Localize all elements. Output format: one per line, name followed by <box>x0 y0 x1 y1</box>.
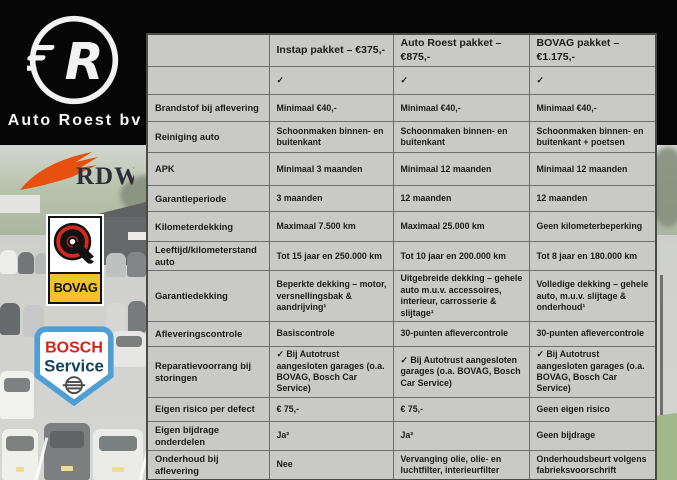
svg-text:RDW: RDW <box>76 163 134 190</box>
cell: Ja² <box>269 421 393 450</box>
cell: Geen bijdrage <box>529 421 656 450</box>
cell: Tot 10 jaar en 200.000 km <box>393 242 529 271</box>
bosch-service-logo <box>34 326 114 406</box>
svg-text:R: R <box>64 31 104 91</box>
included-check: ✓ <box>269 67 393 95</box>
table-row <box>147 186 656 212</box>
cell: Vervanging olie, olie- en luchtfilter, interieurfilter <box>393 450 529 480</box>
row-label: Reiniging auto <box>147 122 269 153</box>
cell: ✓ Bij Autotrust aangesloten garages (o.a. BOVAG, Bosch Car Service) <box>529 347 656 398</box>
table-row <box>147 322 656 347</box>
package-header-autoroest: Auto Roest pakket – €875,- <box>393 34 529 67</box>
cell: Minimaal 3 maanden <box>269 153 393 186</box>
bovag-wordmark: BOVAG <box>50 272 100 302</box>
cell: Tot 8 jaar en 180.000 km <box>529 242 656 271</box>
corner-cell <box>147 34 269 67</box>
bovag-logo <box>46 214 104 306</box>
table-row <box>147 67 656 95</box>
cell: Maximaal 7.500 km <box>269 212 393 242</box>
rdw-logo <box>16 146 134 198</box>
table-row <box>147 450 656 480</box>
table-row <box>147 212 656 242</box>
company-name: Auto Roest bv <box>7 112 143 129</box>
table-row <box>147 95 656 122</box>
row-label: APK <box>147 153 269 186</box>
cell: Schoonmaken binnen- en buitenkant + poetsen <box>529 122 656 153</box>
table-row <box>147 271 656 322</box>
cell: Minimaal €40,- <box>393 95 529 122</box>
cell: Maximaal 25.000 km <box>393 212 529 242</box>
table-row <box>147 122 656 153</box>
included-check: ✓ <box>529 67 656 95</box>
table-row <box>147 397 656 421</box>
package-header-bovag: BOVAG pakket – €1.175,- <box>529 34 656 67</box>
cell: Minimaal €40,- <box>269 95 393 122</box>
cell: Tot 15 jaar en 250.000 km <box>269 242 393 271</box>
cell: € 75,- <box>269 397 393 421</box>
cell: 12 maanden <box>393 186 529 212</box>
table-row <box>147 242 656 271</box>
cell: 30-punten aflevercontrole <box>393 322 529 347</box>
cell: Basiscontrole <box>269 322 393 347</box>
cell: 12 maanden <box>529 186 656 212</box>
cell: Schoonmaken binnen- en buitenkant <box>269 122 393 153</box>
package-header-instap: Instap pakket – €375,- <box>269 34 393 67</box>
cell: ✓ Bij Autotrust aangesloten garages (o.a. BOVAG, Bosch Car Service) <box>269 347 393 398</box>
cell: Beperkte dekking – motor, versnellingsbak & aandrijving¹ <box>269 271 393 322</box>
cell: Onderhoudsbeurt volgens fabrieksvoorschrift <box>529 450 656 480</box>
cell: Nee <box>269 450 393 480</box>
cell: Minimaal 12 maanden <box>393 153 529 186</box>
cell: 3 maanden <box>269 186 393 212</box>
row-label <box>147 67 269 95</box>
cell: 30-punten aflevercontrole <box>529 322 656 347</box>
cell: Minimaal €40,- <box>529 95 656 122</box>
table-row <box>147 153 656 186</box>
row-label: Eigen bijdrage onderdelen <box>147 421 269 450</box>
row-label: Reparatievoorrang bij storingen <box>147 347 269 398</box>
cell: Geen eigen risico <box>529 397 656 421</box>
autoroest-logo <box>27 13 121 107</box>
rdw-logo-icon <box>16 146 134 198</box>
table-header-row <box>147 34 656 67</box>
cell: Geen kilometerbeperking <box>529 212 656 242</box>
row-label: Kilometerdekking <box>147 212 269 242</box>
row-label: Garantiedekking <box>147 271 269 322</box>
cell: Volledige dekking – gehele auto, m.u.v. slijtage & onderhoud¹ <box>529 271 656 322</box>
cell: Schoonmaken binnen- en buitenkant <box>393 122 529 153</box>
table-row <box>147 421 656 450</box>
cell: ✓ Bij Autotrust aangesloten garages (o.a. BOVAG, Bosch Car Service) <box>393 347 529 398</box>
included-check: ✓ <box>393 67 529 95</box>
cell: € 75,- <box>393 397 529 421</box>
bosch-shield-icon <box>34 326 114 406</box>
row-label: Leeftijd/kilometerstand auto <box>147 242 269 271</box>
row-label: Afleveringscontrole <box>147 322 269 347</box>
svg-text:Service: Service <box>44 356 104 376</box>
package-comparison-table <box>146 33 657 480</box>
cell: Ja² <box>393 421 529 450</box>
row-label: Eigen risico per defect <box>147 397 269 421</box>
row-label: Brandstof bij aflevering <box>147 95 269 122</box>
bovag-emblem-icon <box>50 218 100 272</box>
autoroest-logo-icon <box>27 13 121 107</box>
cell: Minimaal 12 maanden <box>529 153 656 186</box>
row-label: Garantieperiode <box>147 186 269 212</box>
cell: Uitgebreide dekking – gehele auto m.u.v. accessoires, interieur, carrosserie & slijtage¹ <box>393 271 529 322</box>
svg-text:BOSCH: BOSCH <box>45 339 103 357</box>
table-row <box>147 347 656 398</box>
row-label: Onderhoud bij aflevering <box>147 450 269 480</box>
